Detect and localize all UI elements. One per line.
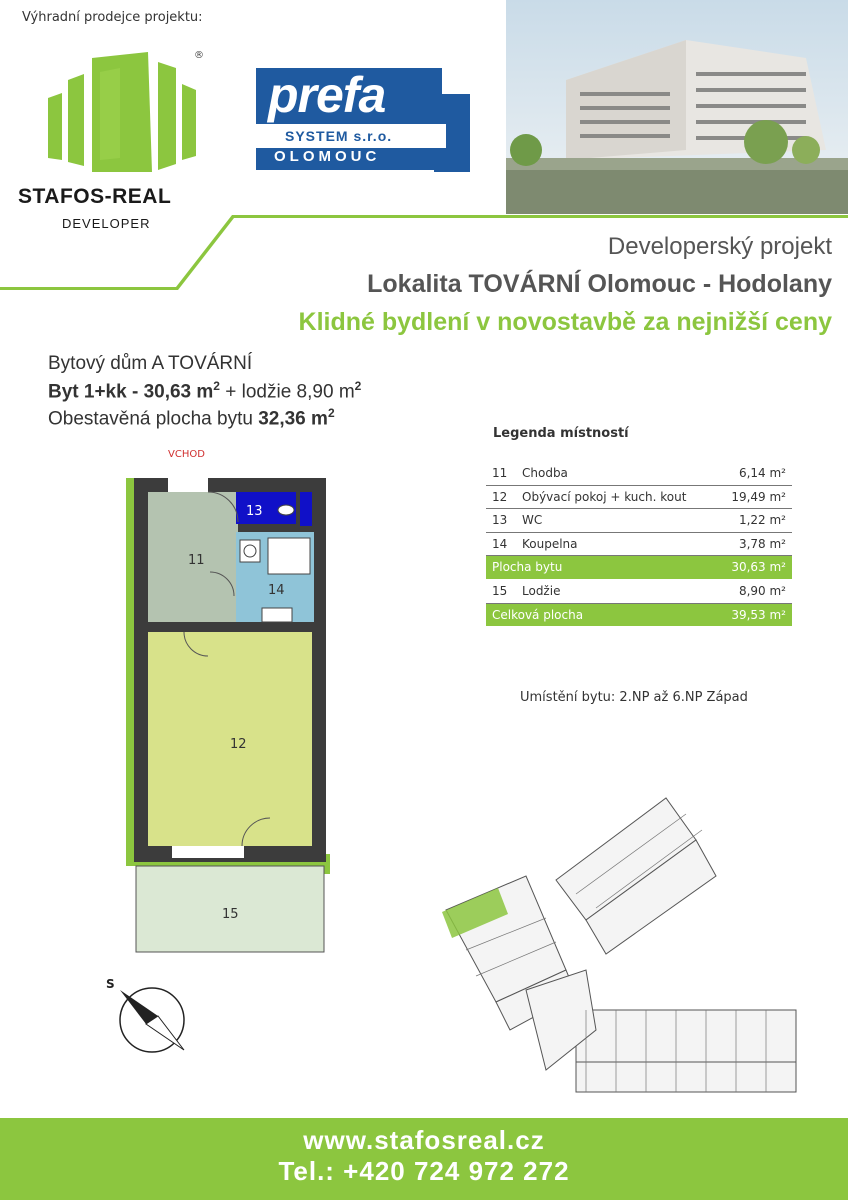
site-plan (436, 780, 808, 1098)
room-label-13: 13 (246, 504, 263, 519)
building-photo (506, 0, 848, 214)
compass-label: S (106, 977, 115, 991)
registered-mark: ® (194, 50, 204, 61)
unit-location: Umístění bytu: 2.NP až 6.NP Západ (520, 690, 748, 705)
prefa-city: OLOMOUC (274, 148, 381, 165)
floor-plan (124, 474, 334, 956)
legend-row: 14 Koupelna 3,78 m² (486, 533, 792, 557)
room-label-11: 11 (188, 553, 205, 568)
room-label-15: 15 (222, 907, 239, 922)
seller-label: Výhradní prodejce projektu: (22, 10, 203, 25)
room-label-14: 14 (268, 583, 285, 598)
legend-table (486, 462, 792, 627)
legend-title: Legenda místností (493, 426, 629, 441)
legend-row: 15 Lodžie 8,90 m² (486, 580, 792, 604)
project-slogan: Klidné bydlení v novostavbě za nejnižší ceny (298, 308, 832, 336)
legend-row: 13 WC 1,22 m² (486, 509, 792, 533)
entrance-label: VCHOD (168, 449, 205, 460)
legend-row-total-area: Celková plocha 39,53 m² (486, 604, 792, 628)
prefa-wordmark: prefa (268, 67, 386, 123)
unit-title: Byt 1+kk - 30,63 $m^2$ + lodžie 8,90 $m^2$ (48, 379, 362, 403)
legend-row: 12 Obývací pokoj + kuch. kout 19,49 m² (486, 486, 792, 510)
compass-icon (100, 972, 190, 1062)
building-name: Bytový dům A TOVÁRNÍ (48, 353, 253, 374)
phone-number[interactable]: Tel.: +420 724 972 272 (278, 1156, 570, 1186)
legend-row-apartment-area: Plocha bytu 30,63 m² (486, 556, 792, 580)
built-area: Obestavěná plocha bytu 32,36 $m^2$ (48, 406, 335, 430)
prefa-system: SYSTEM s.r.o. (282, 128, 395, 144)
website-link[interactable]: www.stafosreal.cz (303, 1125, 545, 1155)
project-location: Lokalita TOVÁRNÍ Olomouc - Hodolany (367, 270, 832, 298)
project-label: Developerský projekt (607, 233, 832, 260)
stafos-logo-icon (40, 48, 210, 176)
room-label-12: 12 (230, 737, 247, 752)
developer-name: STAFOS-REAL (18, 185, 172, 208)
developer-role: DEVELOPER (62, 216, 151, 231)
legend-row: 11 Chodba 6,14 m² (486, 462, 792, 486)
